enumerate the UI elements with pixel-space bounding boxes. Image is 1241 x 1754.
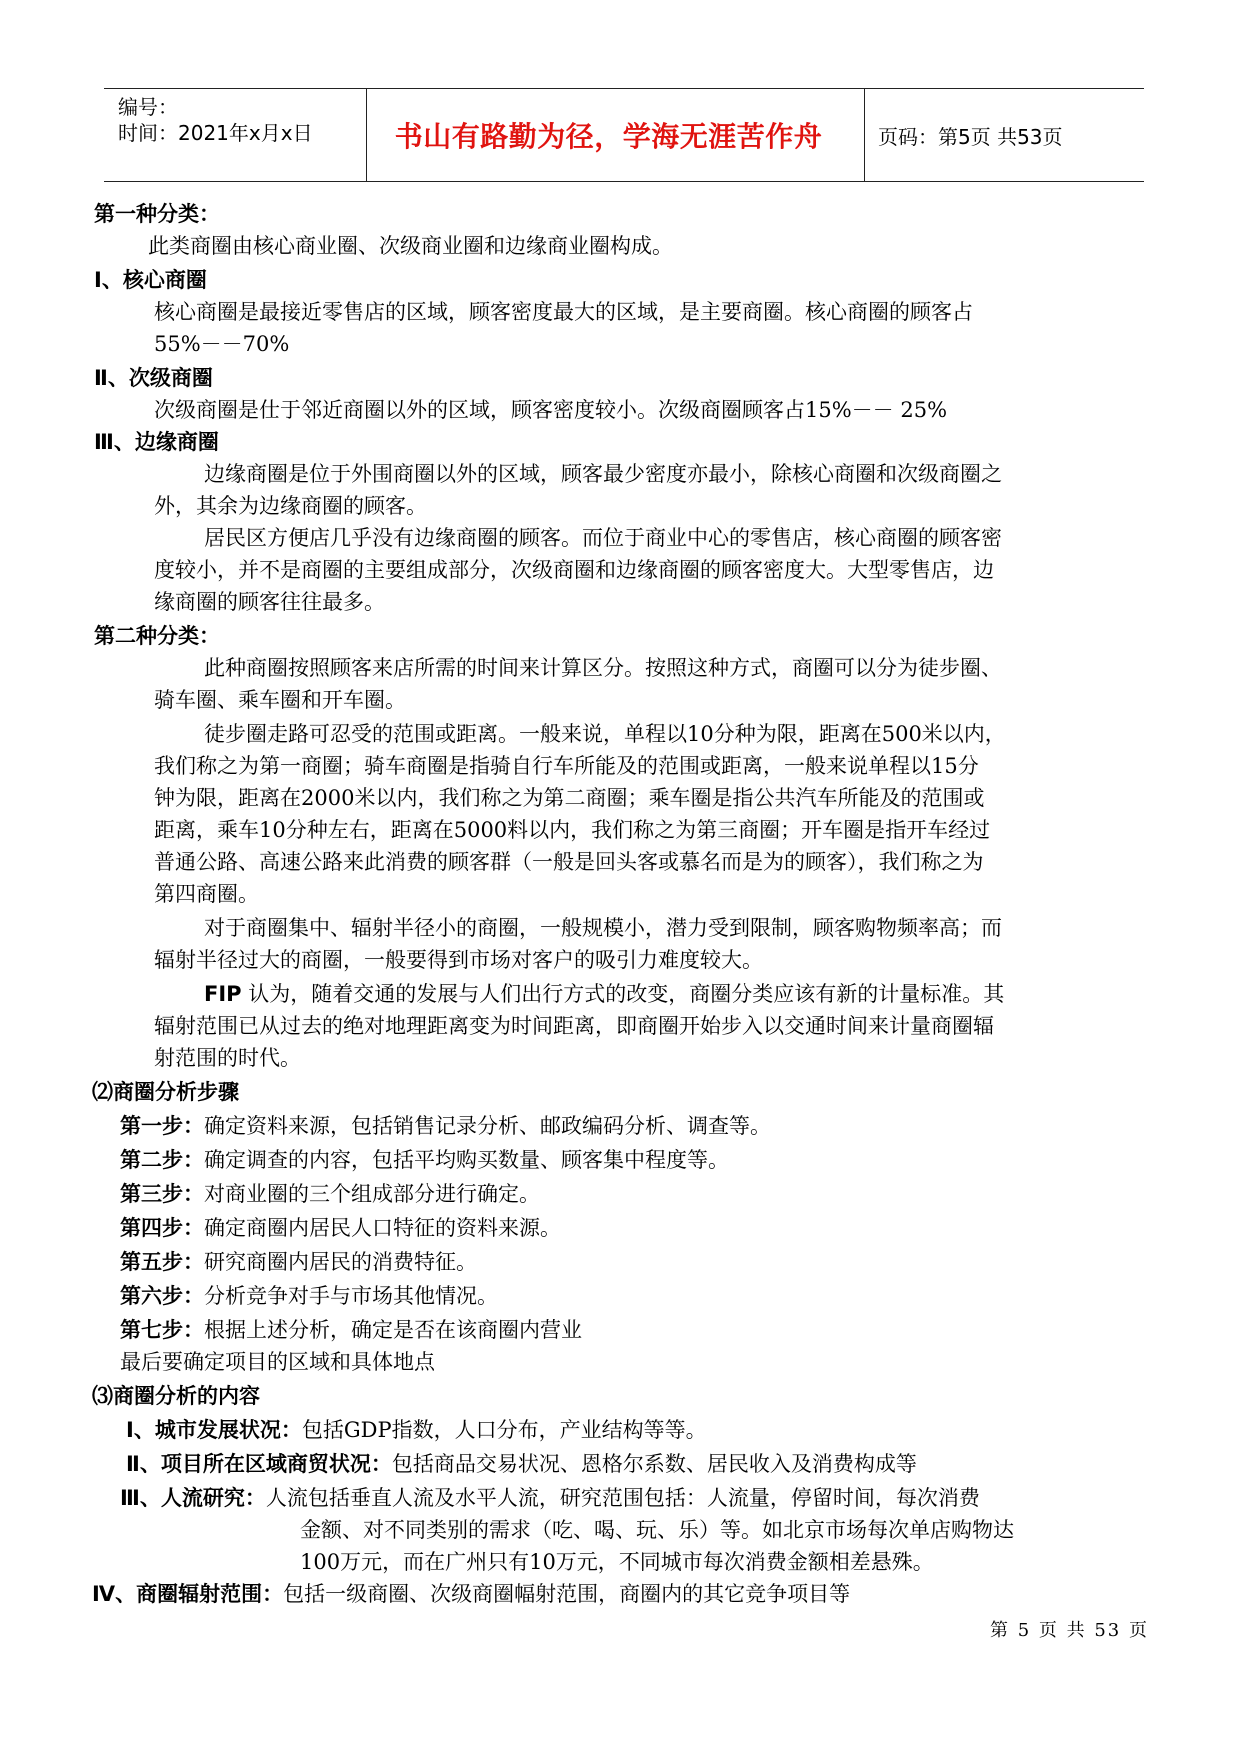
step-item: [120, 1314, 582, 1346]
step-text: 研究商圈内居民的消费特征。: [204, 1250, 477, 1274]
step-text: 对商业圈的三个组成部分进行确定。: [204, 1182, 540, 1206]
step-text: 确定商圈内居民人口特征的资料来源。: [204, 1216, 561, 1240]
paragraph: 钟为限，距离在2000米以内，我们称之为第二商圈；乘车圈是指公共汽车所能及的范围或: [154, 786, 985, 810]
content-item: [126, 1448, 917, 1480]
page-footer: 第 5 页 共 53 页: [990, 1620, 1149, 1641]
step-label: 第二步：: [120, 1148, 204, 1172]
content-text: 包括GDP指数，人口分布，产业结构等等。: [301, 1418, 707, 1442]
step-label: 第七步：: [120, 1318, 204, 1342]
step-label: 第六步：: [120, 1284, 204, 1308]
heading-content: ⑶商圈分析的内容: [92, 1384, 260, 1408]
paragraph: 55%－－70%: [154, 332, 290, 356]
paragraph: 徒步圈走路可忍受的范围或距离。一般来说，单程以10分种为限，距离在500米以内，: [204, 722, 1006, 746]
heading-class1: 第一种分类：: [94, 202, 220, 226]
paragraph: 对于商圈集中、辐射半径小的商圈，一般规模小，潜力受到限制，顾客购物频率高；而: [204, 916, 1002, 940]
step-text: 根据上述分析，确定是否在该商圈内营业: [204, 1318, 582, 1342]
step-label: 第一步：: [120, 1114, 204, 1138]
step-item: [120, 1144, 729, 1176]
step-text: 确定调查的内容，包括平均购买数量、顾客集中程度等。: [204, 1148, 729, 1172]
step-item: [120, 1280, 498, 1312]
heading-steps: ⑵商圈分析步骤: [92, 1080, 239, 1104]
step-item: [120, 1246, 477, 1278]
header-page-info: 页码：第5页 共53页: [878, 124, 1063, 149]
paragraph: 普通公路、高速公路来此消费的顾客群（一般是回头客或慕名而是为的顾客），我们称之为: [154, 850, 984, 874]
content-text: 包括一级商圈、次级商圈幅射范围，商圈内的其它竞争项目等: [283, 1582, 851, 1606]
heading-core: Ⅰ、核心商圈: [94, 268, 207, 292]
fip-term: FIP: [204, 982, 242, 1006]
heading-second: Ⅱ、次级商圈: [94, 366, 213, 390]
step-item: [120, 1178, 540, 1210]
content-text: 包括商品交易状况、恩格尔系数、居民收入及消费构成等: [391, 1452, 917, 1476]
content-label: Ⅲ、人流研究：: [120, 1486, 266, 1510]
step-label: 第三步：: [120, 1182, 204, 1206]
content-text: 人流包括垂直人流及水平人流，研究范围包括：人流量，停留时间，每次消费: [265, 1486, 980, 1510]
content-label: Ⅰ、城市发展状况：: [126, 1418, 302, 1442]
step-label: 第四步：: [120, 1216, 204, 1240]
paragraph: 居民区方便店几乎没有边缘商圈的顾客。而位于商业中心的零售店，核心商圈的顾客密: [204, 526, 1002, 550]
content-item: [126, 1414, 707, 1446]
paragraph: 射范围的时代。: [154, 1046, 301, 1070]
header-time-label: 时间：2021年x月x日: [118, 121, 313, 145]
heading-edge: Ⅲ、边缘商圈: [94, 430, 219, 454]
fip-text: 认为，随着交通的发展与人们出行方式的改变，商圈分类应该有新的计量标准。其: [241, 982, 1005, 1006]
paragraph: 核心商圈是最接近零售店的区域，顾客密度最大的区域，是主要商圈。核心商圈的顾客占: [154, 300, 973, 324]
paragraph: 100万元，而在广州只有10万元，不同城市每次消费金额相差悬殊。: [300, 1550, 934, 1574]
content-item: [120, 1482, 980, 1514]
paragraph: 第四商圈。: [154, 882, 259, 906]
paragraph: 次级商圈是仕于邻近商圈以外的区域，顾客密度较小。次级商圈顾客占15%－－ 25%: [154, 398, 948, 422]
paragraph: 度较小，并不是商圈的主要组成部分，次级商圈和边缘商圈的顾客密度大。大型零售店，边: [154, 558, 994, 582]
paragraph: 此类商圈由核心商业圈、次级商业圈和边缘商业圈构成。: [148, 234, 673, 258]
step-item: [120, 1212, 561, 1244]
content-item: [92, 1578, 850, 1610]
paragraph: 我们称之为第一商圈；骑车商圈是指骑自行车所能及的范围或距离，一般来说单程以15分: [154, 754, 979, 778]
paragraph: 金额、对不同类别的需求（吃、喝、玩、乐）等。如北京市场每次单店购物达: [300, 1518, 1014, 1542]
step-label: 第五步：: [120, 1250, 204, 1274]
content-label: Ⅱ、项目所在区域商贸状况：: [126, 1452, 392, 1476]
paragraph: 缘商圈的顾客往往最多。: [154, 590, 385, 614]
heading-class2: 第二种分类：: [94, 624, 220, 648]
content-label: Ⅳ、商圈辐射范围：: [92, 1582, 284, 1606]
paragraph: 骑车圈、乘车圈和开车圈。: [154, 688, 406, 712]
paragraph-fip: [204, 978, 1004, 1010]
header-slogan: 书山有路勤为径，学海无涯苦作舟: [394, 120, 823, 153]
step-text: 分析竞争对手与市场其他情况。: [204, 1284, 498, 1308]
paragraph: 边缘商圈是位于外围商圈以外的区域，顾客最少密度亦最小，除核心商圈和次级商圈之: [204, 462, 1002, 486]
step-text: 确定资料来源，包括销售记录分析、邮政编码分析、调查等。: [204, 1114, 771, 1138]
paragraph: 最后要确定项目的区域和具体地点: [120, 1350, 435, 1374]
paragraph: 外，其余为边缘商圈的顾客。: [154, 494, 427, 518]
step-item: [120, 1110, 771, 1142]
header-number-label: 编号：: [118, 95, 178, 119]
paragraph: 辐射范围已从过去的绝对地理距离变为时间距离，即商圈开始步入以交通时间来计量商圈辐: [154, 1014, 994, 1038]
paragraph: 此种商圈按照顾客来店所需的时间来计算区分。按照这种方式，商圈可以分为徒步圈、: [204, 656, 1002, 680]
paragraph: 距离，乘车10分种左右，距离在5000料以内，我们称之为第三商圈；开车圈是指开车经过: [154, 818, 991, 842]
paragraph: 辐射半径过大的商圈，一般要得到市场对客户的吸引力难度较大。: [154, 948, 763, 972]
